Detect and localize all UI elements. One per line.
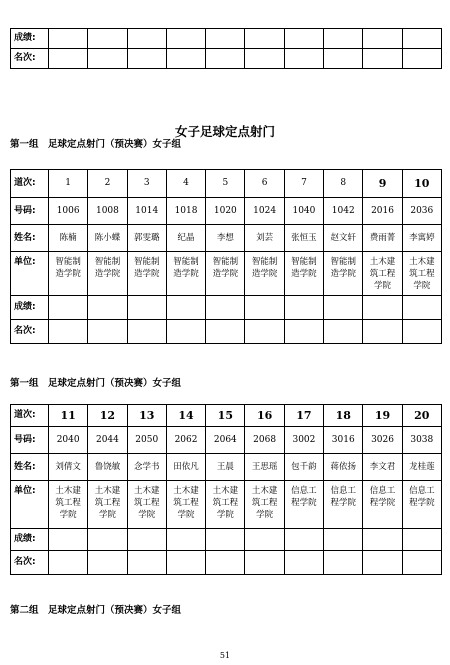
unit-line: 信息工 [369, 486, 396, 496]
unit-line: 学院 [256, 510, 274, 520]
unit-line: 学院 [98, 510, 116, 520]
athlete-name-cell: 鲁饶敏 [88, 454, 127, 481]
group1a-table [10, 169, 442, 344]
number-cell: 3026 [363, 427, 402, 454]
unit-cell [324, 481, 363, 529]
unit-line: 土木建 [55, 486, 81, 496]
athlete-name-cell: 蒋依扬 [324, 454, 363, 481]
number-cell: 1014 [127, 198, 166, 225]
unit-line: 程学院 [369, 498, 396, 508]
unit-line: 筑工程 [173, 498, 199, 508]
unit-line: 土木建 [133, 486, 160, 496]
number-cell: 3038 [402, 427, 441, 454]
group2-heading: 第二组 足球定点射门（预决赛）女子组 [10, 605, 182, 616]
athlete-name-cell: 郭雯璐 [127, 225, 166, 252]
rank-row: 名次: [11, 551, 442, 575]
number-cell: 2050 [127, 427, 166, 454]
unit-line: 智能制 [133, 257, 160, 267]
unit-cell [166, 481, 205, 529]
athlete-name-cell: 李文君 [363, 454, 402, 481]
page-title: 女子足球定点射门 [174, 124, 275, 139]
unit-line: 信息工 [409, 486, 435, 496]
unit-cell [245, 252, 284, 296]
athlete-name-cell: 李寓婷 [402, 225, 441, 252]
unit-cell [363, 481, 402, 529]
number-cell: 3016 [324, 427, 363, 454]
unit-line: 造学院 [173, 269, 199, 279]
score-row: 成绩: [11, 529, 442, 551]
unit-line: 智能制 [212, 257, 239, 267]
unit-line: 学院 [216, 510, 234, 520]
unit-line: 造学院 [251, 269, 278, 279]
lane-cell: 14 [166, 405, 205, 427]
lane-cell: 6 [245, 170, 284, 198]
unit-line: 土木建 [369, 257, 396, 267]
unit-cell [324, 252, 363, 296]
number-cell: 1042 [324, 198, 363, 225]
unit-line: 智能制 [330, 257, 356, 267]
athlete-name-cell: 纪晶 [166, 225, 205, 252]
unit-cell [49, 252, 88, 296]
group1a-heading: 第一组 足球定点射门（预决赛）女子组 [10, 139, 182, 150]
unit-line: 智能制 [251, 257, 278, 267]
lane-cell: 4 [166, 170, 205, 198]
page-number: 51 [219, 651, 231, 660]
group1b-heading: 第一组 足球定点射门（预决赛）女子组 [10, 378, 182, 389]
number-cell: 3002 [284, 427, 323, 454]
lane-cell: 20 [402, 405, 441, 427]
lane-cell: 15 [206, 405, 245, 427]
lane-cell: 18 [324, 405, 363, 427]
lane-cell: 2 [88, 170, 127, 198]
unit-cell [284, 481, 323, 529]
unit-line: 筑工程 [94, 498, 121, 508]
unit-line: 造学院 [330, 269, 356, 279]
unit-line: 筑工程 [55, 498, 81, 508]
lane-cell: 13 [127, 405, 166, 427]
number-cell: 1018 [166, 198, 205, 225]
unit-line: 土木建 [94, 486, 121, 496]
athlete-name-cell: 费雨菁 [363, 225, 402, 252]
athlete-name-cell: 王思瑶 [245, 454, 284, 481]
unit-line: 学院 [177, 510, 195, 520]
athlete-name-cell: 包千韵 [284, 454, 323, 481]
unit-line: 程学院 [409, 498, 435, 508]
unit-cell [88, 252, 127, 296]
unit-line: 程学院 [330, 498, 356, 508]
unit-cell [402, 252, 441, 296]
athlete-name-cell: 赵文轩 [324, 225, 363, 252]
number-cell: 1008 [88, 198, 127, 225]
unit-line: 筑工程 [409, 269, 435, 279]
group1b-table [10, 404, 442, 575]
athlete-name-cell: 陈小蝶 [88, 225, 127, 252]
number-cell: 1006 [49, 198, 88, 225]
lane-cell: 3 [127, 170, 166, 198]
lane-row: 道次: 1 2 3 4 5 6 7 8 9 10 [11, 170, 442, 198]
athlete-name-cell: 刘倩文 [49, 454, 88, 481]
athlete-name-cell: 刘芸 [245, 225, 284, 252]
number-cell: 1020 [206, 198, 245, 225]
unit-line: 造学院 [212, 269, 239, 279]
unit-line: 土木建 [173, 486, 199, 496]
unit-line: 土木建 [409, 257, 435, 267]
lane-cell: 9 [363, 170, 402, 198]
unit-cell [206, 252, 245, 296]
lane-cell: 19 [363, 405, 402, 427]
unit-cell [49, 481, 88, 529]
lane-cell: 16 [245, 405, 284, 427]
athlete-name-cell: 田依凡 [166, 454, 205, 481]
number-cell: 2016 [363, 198, 402, 225]
unit-line: 筑工程 [251, 498, 278, 508]
unit-cell [127, 252, 166, 296]
athlete-name-cell: 李想 [206, 225, 245, 252]
name-row: 姓名: 陈楠 陈小蝶 郭雯璐 纪晶 李想 刘芸 张恒玉 赵文轩 费雨菁 李寓婷 [11, 225, 442, 252]
number-cell: 2044 [88, 427, 127, 454]
unit-line: 土木建 [212, 486, 239, 496]
unit-line: 筑工程 [369, 269, 396, 279]
unit-cell [363, 252, 402, 296]
unit-cell [88, 481, 127, 529]
athlete-name-cell: 王晨 [206, 454, 245, 481]
unit-line: 造学院 [94, 269, 121, 279]
lane-cell: 1 [49, 170, 88, 198]
unit-line: 造学院 [133, 269, 160, 279]
top-score-table [10, 28, 442, 69]
unit-cell [127, 481, 166, 529]
unit-cell [245, 481, 284, 529]
unit-cell [206, 481, 245, 529]
unit-row: 单位: 土木建 筑工程 学院 土木建 筑工程 学院 土木建 筑工程 学院 土木建 筑工程 学院 土木建 筑工程 学院 土木建 筑工程 学院 信息工 程学院 信息工 程学院 信息工 程学院 信息工 程学院 [11, 481, 442, 529]
unit-line: 智能制 [291, 257, 317, 267]
unit-line: 筑工程 [212, 498, 239, 508]
score-label: 成绩: [11, 29, 49, 49]
lane-cell: 10 [402, 170, 441, 198]
unit-cell [166, 252, 205, 296]
lane-cell: 11 [49, 405, 88, 427]
lane-cell: 8 [324, 170, 363, 198]
rank-label: 名次: [11, 49, 49, 69]
lane-cell: 17 [284, 405, 323, 427]
number-cell: 2040 [49, 427, 88, 454]
athlete-name-cell: 陈楠 [49, 225, 88, 252]
unit-line: 造学院 [55, 269, 81, 279]
athlete-name-cell: 龙桂莲 [402, 454, 441, 481]
unit-line: 信息工 [330, 486, 356, 496]
lane-cell: 7 [284, 170, 323, 198]
unit-line: 信息工 [291, 486, 317, 496]
lane-row: 道次: 11 12 13 14 15 16 17 18 19 20 [11, 405, 442, 427]
unit-line: 智能制 [55, 257, 81, 267]
athlete-name-cell: 念学书 [127, 454, 166, 481]
unit-line: 学院 [138, 510, 156, 520]
number-cell: 2064 [206, 427, 245, 454]
unit-row: 单位: 智能制 造学院 智能制 造学院 智能制 造学院 智能制 造学院 智能制 造学院 智能制 造学院 智能制 造学院 智能制 造学院 土木建 筑工程 学院 土木建 筑工程 学院 [11, 252, 442, 296]
name-row: 姓名: 刘倩文 鲁饶敏 念学书 田依凡 王晨 王思瑶 包千韵 蒋依扬 李文君 龙桂莲 [11, 454, 442, 481]
unit-line: 筑工程 [133, 498, 160, 508]
unit-cell [284, 252, 323, 296]
number-cell: 2062 [166, 427, 205, 454]
unit-line: 程学院 [291, 498, 317, 508]
unit-line: 土木建 [251, 486, 278, 496]
unit-line: 学院 [413, 281, 431, 291]
lane-cell: 12 [88, 405, 127, 427]
number-cell: 2036 [402, 198, 441, 225]
rank-row: 名次: [11, 320, 442, 344]
unit-line: 学院 [59, 510, 77, 520]
score-row: 成绩: [11, 296, 442, 320]
unit-cell [402, 481, 441, 529]
unit-line: 学院 [374, 281, 392, 291]
unit-line: 智能制 [173, 257, 199, 267]
athlete-name-cell: 张恒玉 [284, 225, 323, 252]
number-row: 号码: 1006 1008 1014 1018 1020 1024 1040 1042 2016 2036 [11, 198, 442, 225]
unit-line: 造学院 [291, 269, 317, 279]
number-cell: 1040 [284, 198, 323, 225]
number-cell: 2068 [245, 427, 284, 454]
number-row: 号码: 2040 2044 2050 2062 2064 2068 3002 3016 3026 3038 [11, 427, 442, 454]
number-cell: 1024 [245, 198, 284, 225]
lane-cell: 5 [206, 170, 245, 198]
unit-line: 智能制 [94, 257, 121, 267]
